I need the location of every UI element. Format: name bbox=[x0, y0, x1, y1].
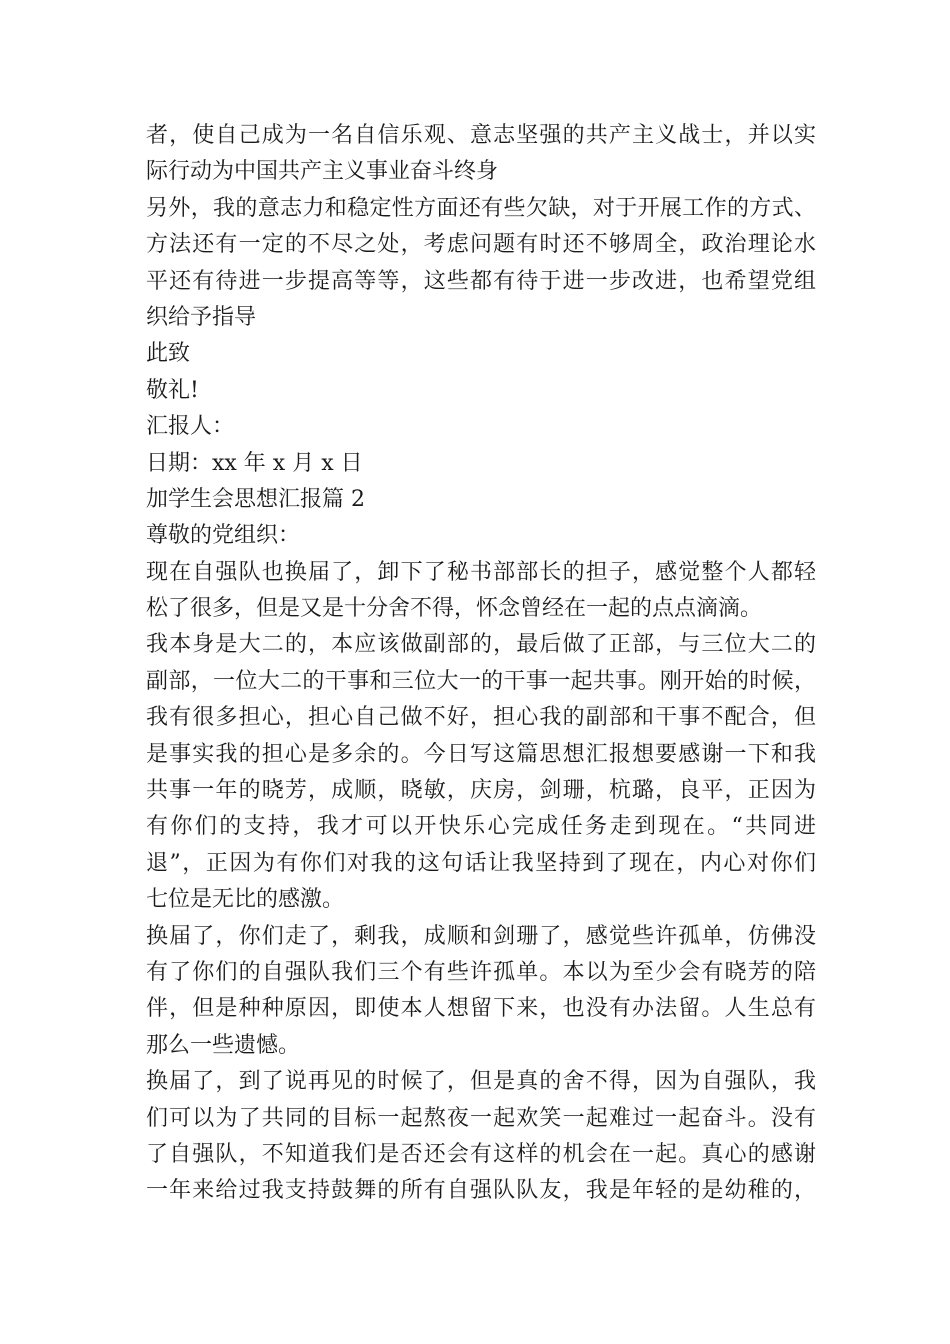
text-line: 际行动为中国共产主义事业奋斗终身 bbox=[146, 159, 499, 185]
closing-line: 此致 bbox=[146, 341, 191, 367]
salutation-line: 敬礼! bbox=[146, 377, 199, 403]
text-line: 有了你们的自强队我们三个有些许孤单。本以为至少会有晓芳的陪 bbox=[146, 959, 816, 985]
document-body bbox=[146, 118, 816, 1210]
text-line: 松了很多，但是又是十分舍不得，怀念曾经在一起的点点滴滴。 bbox=[146, 596, 763, 622]
text-line: 换届了，到了说再见的时候了，但是真的舍不得，因为自强队，我 bbox=[146, 1069, 816, 1095]
text-line: 是事实我的担心是多余的。今日写这篇思想汇报想要感谢一下和我 bbox=[146, 741, 816, 767]
greeting-line: 尊敬的党组织： bbox=[146, 523, 301, 549]
text-line: 那么一些遗憾。 bbox=[146, 1032, 301, 1058]
text-line: 共事一年的晓芳，成顺，晓敏，庆房，剑珊，杭璐，良平，正因为 bbox=[146, 778, 816, 804]
reporter-line: 汇报人： bbox=[146, 414, 235, 440]
text-line: 织给予指导 bbox=[146, 304, 257, 330]
text-line: 换届了，你们走了，剩我，成顺和剑珊了，感觉些许孤单，仿佛没 bbox=[146, 923, 816, 949]
text-line: 退”，正因为有你们对我的这句话让我坚持到了现在，内心对你们 bbox=[146, 850, 816, 876]
text-line: 平还有待进一步提高等等，这些都有待于进一步改进，也希望党组 bbox=[146, 268, 816, 294]
text-line: 副部，一位大二的干事和三位大一的干事一起共事。刚开始的时候， bbox=[146, 668, 816, 694]
text-line: 了自强队，不知道我们是否还会有这样的机会在一起。真心的感谢 bbox=[146, 1141, 816, 1167]
text-line: 伴，但是种种原因，即使本人想留下来，也没有办法留。人生总有 bbox=[146, 996, 816, 1022]
text-line: 方法还有一定的不尽之处，考虑问题有时还不够周全，政治理论水 bbox=[146, 232, 816, 258]
date-line: 日期：xx 年 x 月 x 日 bbox=[146, 450, 363, 476]
section-title: 加学生会思想汇报篇 2 bbox=[146, 486, 365, 512]
text-line: 们可以为了共同的目标一起熬夜一起欢笑一起难过一起奋斗。没有 bbox=[146, 1105, 816, 1131]
text-line: 一年来给过我支持鼓舞的所有自强队队友，我是年轻的是幼稚的， bbox=[146, 1178, 816, 1204]
text-line: 我本身是大二的，本应该做副部的，最后做了正部，与三位大二的 bbox=[146, 632, 816, 658]
text-line: 七位是无比的感激。 bbox=[146, 887, 345, 913]
text-line: 现在自强队也换届了，卸下了秘书部部长的担子，感觉整个人都轻 bbox=[146, 559, 816, 585]
text-line: 我有很多担心，担心自己做不好，担心我的副部和干事不配合，但 bbox=[146, 705, 816, 731]
text-line: 者，使自己成为一名自信乐观、意志坚强的共产主义战士，并以实 bbox=[146, 123, 816, 148]
text-line: 另外，我的意志力和稳定性方面还有些欠缺，对于开展工作的方式、 bbox=[146, 195, 816, 221]
text-line: 有你们的支持，我才可以开快乐心完成任务走到现在。“共同进 bbox=[146, 814, 816, 840]
